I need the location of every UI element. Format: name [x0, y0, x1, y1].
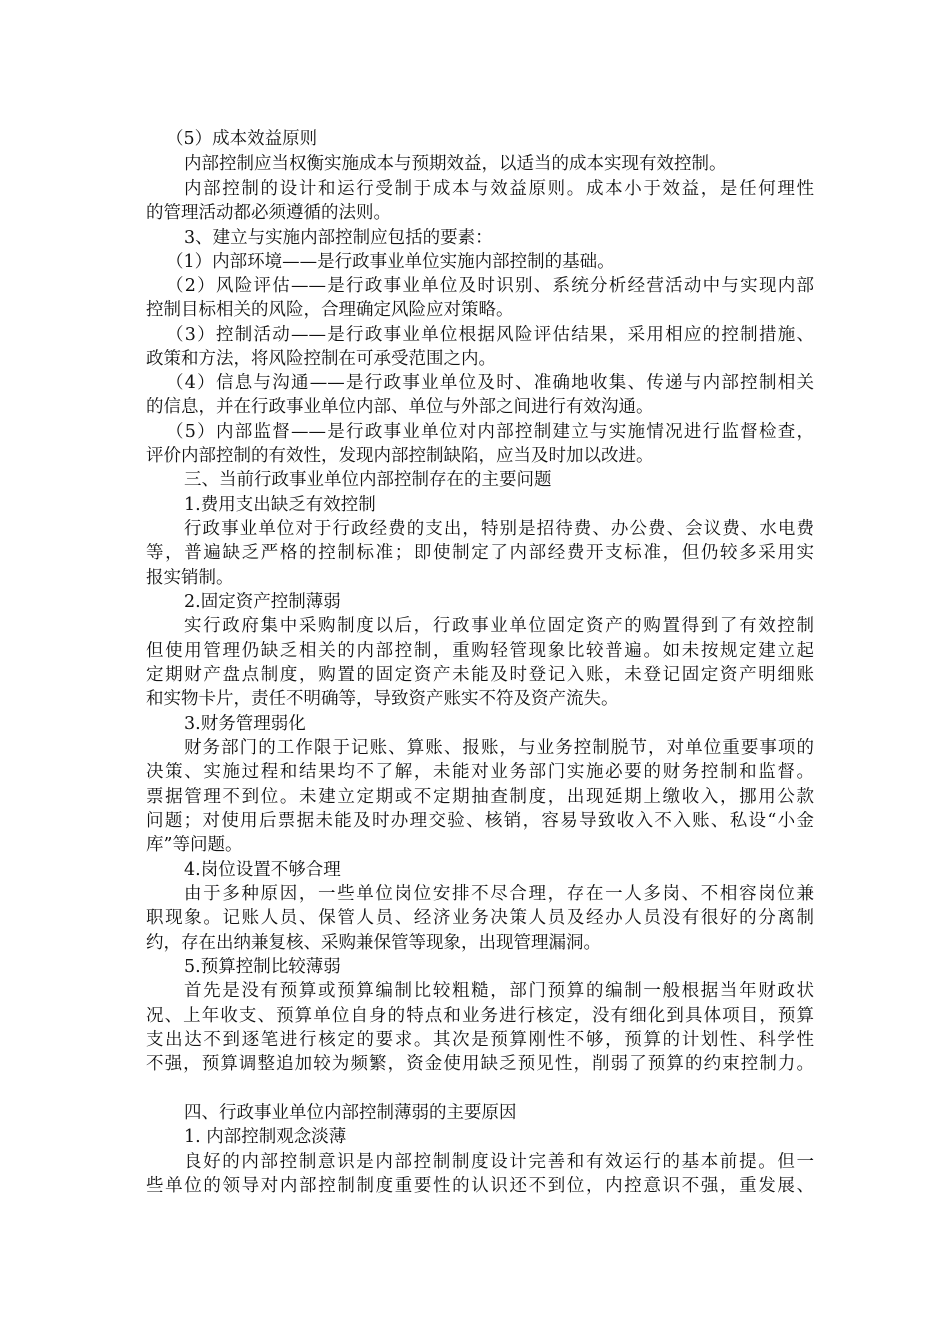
text-line: 况、上年收支、预算单位自身的特点和业务进行核定，没有细化到具体项目，预算: [146, 1006, 814, 1026]
text-line: 职现象。记账人员、保管人员、经济业务决策人员及经办人员没有很好的分离制: [146, 908, 814, 928]
text-line: 的管理活动都必须遵循的法则。: [146, 203, 391, 223]
text-line: 首先是没有预算或预算编制比较粗糙，部门预算的编制一般根据当年财政状: [184, 981, 814, 1001]
text-line: 问题；对使用后票据未能及时办理交验、核销，容易导致收入不入账、私设“小金: [146, 811, 814, 831]
text-line: 政策和方法，将风险控制在可承受范围之内。: [146, 349, 496, 369]
text-line: 决策、实施过程和结果均不了解，未能对业务部门实施必要的财务控制和监督。: [146, 762, 814, 782]
text-line: 由于多种原因，一些单位岗位安排不尽合理，存在一人多岗、不相容岗位兼: [184, 884, 814, 904]
section-heading: 三、当前行政事业单位内部控制存在的主要问题: [184, 470, 552, 490]
text-line: 3、建立与实施内部控制应包括的要素：: [184, 228, 493, 248]
text-line: 内部控制应当权衡实施成本与预期效益，以适当的成本实现有效控制。: [184, 154, 727, 174]
text-line: 的信息，并在行政事业单位内部、单位与外部之间进行有效沟通。: [146, 397, 654, 417]
text-line: 库”等问题。: [146, 835, 243, 855]
text-line: 行政事业单位对于行政经费的支出，特别是招待费、办公费、会议费、水电费: [184, 519, 814, 539]
subsection-heading: 1. 内部控制观念淡薄: [184, 1127, 347, 1147]
text-line: （3）控制活动——是行政事业单位根据风险评估结果，采用相应的控制措施、: [166, 325, 814, 345]
subsection-heading: 4.岗位设置不够合理: [184, 860, 341, 880]
text-line: 实行政府集中采购制度以后，行政事业单位固定资产的购置得到了有效控制: [184, 616, 814, 636]
text-line: 但使用管理仍缺乏相关的内部控制，重购轻管现象比较普遍。如未按规定建立起: [146, 641, 814, 661]
text-line: 良好的内部控制意识是内部控制制度设计完善和有效运行的基本前提。但一: [184, 1152, 814, 1172]
text-line: 等，普遍缺乏严格的控制标准；即使制定了内部经费开支标准，但仍较多采用实: [146, 543, 814, 563]
text-line: （2）风险评估——是行政事业单位及时识别、系统分析经营活动中与实现内部: [166, 276, 814, 296]
text-line: 定期财产盘点制度，购置的固定资产未能及时登记入账，未登记固定资产明细账: [146, 665, 814, 685]
text-line: 不强，预算调整追加较为频繁，资金使用缺乏预见性，削弱了预算的约束控制力。: [146, 1054, 814, 1074]
text-line: （5）成本效益原则: [166, 129, 318, 149]
text-line: 约，存在出纳兼复核、采购兼保管等现象，出现管理漏洞。: [146, 933, 601, 953]
text-line: 支出达不到逐笔进行核定的要求。其次是预算刚性不够，预算的计划性、科学性: [146, 1030, 814, 1050]
text-line: （5）内部监督——是行政事业单位对内部控制建立与实施情况进行监督检查，: [166, 422, 814, 442]
text-line: 些单位的领导对内部控制制度重要性的认识还不到位，内控意识不强，重发展、: [146, 1176, 814, 1196]
text-line: （4）信息与沟通——是行政事业单位及时、准确地收集、传递与内部控制相关: [166, 373, 814, 393]
text-line: 内部控制的设计和运行受制于成本与效益原则。成本小于效益，是任何理性: [184, 179, 814, 199]
text-line: 评价内部控制的有效性，发现内部控制缺陷，应当及时加以改进。: [146, 446, 654, 466]
text-line: 报实销制。: [146, 568, 234, 588]
text-line: 控制目标相关的风险，合理确定风险应对策略。: [146, 300, 514, 320]
subsection-heading: 2.固定资产控制薄弱: [184, 592, 341, 612]
text-line: 和实物卡片，责任不明确等，导致资产账实不符及资产流失。: [146, 689, 619, 709]
text-line: 票据管理不到位。未建立定期或不定期抽查制度，出现延期上缴收入，挪用公款: [146, 787, 814, 807]
subsection-heading: 5.预算控制比较薄弱: [184, 957, 341, 977]
text-line: 财务部门的工作限于记账、算账、报账，与业务控制脱节，对单位重要事项的: [184, 738, 814, 758]
text-line: （1）内部环境——是行政事业单位实施内部控制的基础。: [166, 252, 615, 272]
subsection-heading: 1.费用支出缺乏有效控制: [184, 495, 376, 515]
section-heading: 四、行政事业单位内部控制薄弱的主要原因: [184, 1103, 517, 1123]
subsection-heading: 3.财务管理弱化: [184, 714, 306, 734]
